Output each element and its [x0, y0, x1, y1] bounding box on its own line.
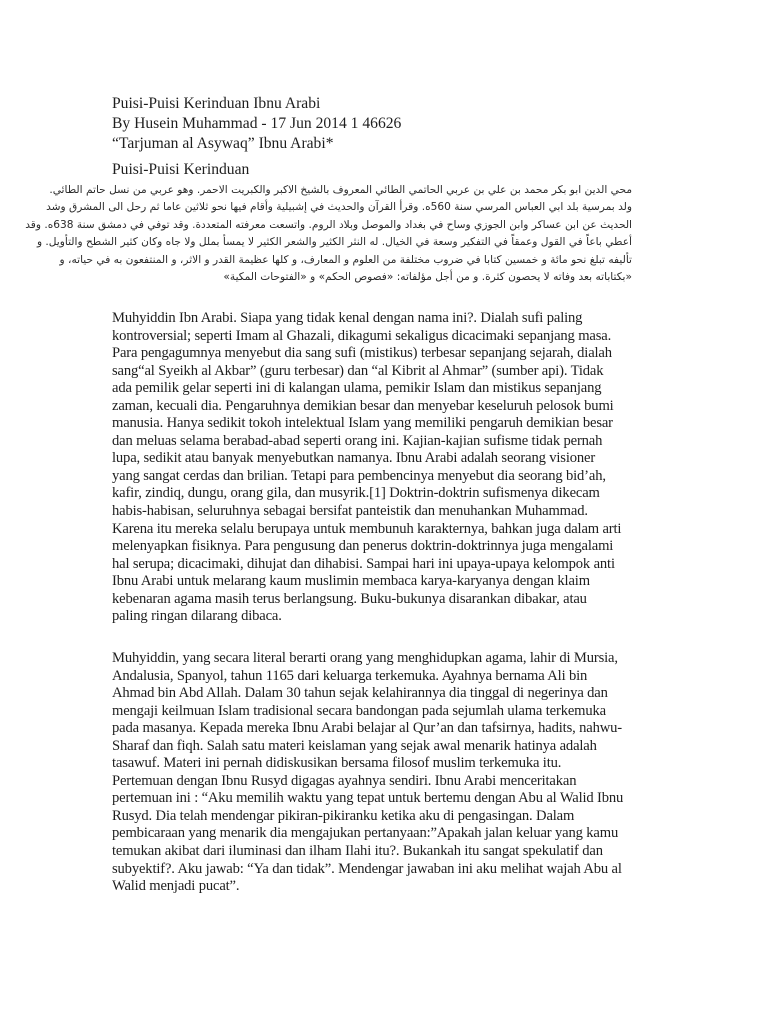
- text-line: lupa, sedikit atau banyak menyebutkan namanya. Ibnu Arabi adalah seorang visioner: [112, 450, 596, 467]
- text-line: temukan akibat dari iluminasi dan ilham Ilahi itu?. Bukankah itu sangat spekulatif dan: [112, 843, 603, 860]
- text-line: Muhyiddin Ibn Arabi. Siapa yang tidak kenal dengan nama ini?. Dialah sufi paling: [112, 310, 583, 326]
- text-line: pertemuan ini : “Aku memilih waktu yang tepat untuk bertemu dengan Abu al Walid Ibnu: [112, 790, 624, 807]
- text-line: dan meluas selama berabad-abad seperti orang ini. Kajian-kajian sufisme tidak pernah: [112, 432, 603, 449]
- text-line: kebenaran agama masih terus berlangsung. Buku-bukunya disarankan dibakar, atau: [112, 590, 587, 607]
- text-line: Muhyiddin, yang secara literal berarti orang yang menghidupkan agama, lahir di Mursia,: [112, 650, 618, 666]
- text-line: Ibnu Arabi untuk melarang kaum muslimin membaca karya-karyanya dengan klaim: [112, 573, 590, 590]
- arabic-line: ولد بمرسية بلد ابي العباس المرسي سنة 560ه. وقرأ القرآن والحديث في إشبيلية وأقام فيها نحو ثلاثين عاما ثم رحل الى المشرق وشد: [46, 201, 632, 214]
- text-line: mengaji keilmuan Islam tradisional secara bandongan pada sejumlah ulama terkemuka: [112, 702, 606, 719]
- text-line: paling ringan dilarang dibaca.: [112, 608, 282, 625]
- work-reference: “Tarjuman al Asywaq” Ibnu Arabi*: [112, 135, 334, 152]
- text-line: Rusyd. Dia telah mendengar pikiran-pikiranku ketika aku di pengasingan. Dalam: [112, 807, 575, 824]
- text-line: yang sangat cerdas dan brilian. Tetapi para pembencinya menyebut dia seorang bid’ah,: [112, 467, 606, 484]
- text-line: Andalusia, Spanyol, tahun 1165 dari keluarga terkemuka. Ayahnya bernama Ali bin: [112, 667, 588, 684]
- text-line: sang“al Syeikh al Akbar” (guru terbesar) dan “al Kibrit al Ahmar” (sumber api). Tidak: [112, 362, 604, 379]
- paragraph-biography: [112, 650, 652, 896]
- paragraph-intro: [112, 310, 652, 626]
- arabic-line: الحديث عن ابن عساكر وابن الجوزي وساح في بغداد والموصل وبلاد الروم. واتسعت معرفته المتعددة. وقد توفي في دمشق سنة 638ه. وقد: [25, 218, 632, 231]
- text-line: pada masanya. Kepada mereka Ibnu Arabi belajar al Qur’an dan tafsirnya, hadits, nahwu-: [112, 720, 622, 737]
- arabic-line: «بكتاباته بعد وفاته لا يحصون كثرة. و من أجل مؤلفاته: «فصوص الحكم» و «الفتوحات المكية»: [223, 271, 632, 284]
- text-line: tasawuf. Materi ini pernah didiskusikan bersama filosof muslim terkemuka itu.: [112, 755, 562, 772]
- text-line: manusia. Hanya sedikit tokoh intelektual Islam yang memiliki pengaruh demikian besar: [112, 415, 613, 432]
- text-line: Ahmad bin Abd Allah. Dalam 30 tahun sejak kelahirannya dia tinggal di negerinya dan: [112, 685, 608, 702]
- text-line: melenyapkan fisiknya. Para pengusung dan penerus doktrin-doktrinnya juga mengalami: [112, 538, 614, 555]
- text-line: kontroversial; seperti Imam al Ghazali, dikagumi sekaligus dicacimaki sepanjang masa.: [112, 327, 612, 344]
- text-line: subyektif?. Aku jawab: “Ya dan tidak”. Mendengar jawaban ini aku melihat wajah Abu al: [112, 860, 622, 877]
- text-line: pembicaraan yang menarik dia mengajukan pertanyaan:”Apakah jalan keluar yang kamu: [112, 825, 619, 842]
- text-line: zaman, kecuali dia. Pengaruhnya demikian besar dan menyebar keseluruh pelosok bumi: [112, 397, 614, 414]
- text-line: Walid menjadi pucat”.: [112, 878, 240, 895]
- text-line: Pertemuan dengan Ibnu Rusyd digagas ayahnya sendiri. Ibnu Arabi menceritakan: [112, 772, 577, 789]
- document-header: [112, 94, 401, 154]
- text-line: kafir, zindiq, dungu, orang gila, dan musyrik.[1] Doktrin-doktrin sufismenya dikecam: [112, 485, 600, 502]
- text-line: Para pengagumnya menyebut dia sang sufi (mistikus) terbesar sepanjang sejarah, dialah: [112, 345, 612, 362]
- text-line: hal serupa; dicacimaki, dihujat dan dihabisi. Sampai hari ini upaya-upaya kelompok anti: [112, 555, 615, 572]
- text-line: Sharaf dan fiqh. Salah satu materi keislaman yang sejak awal menarik hatinya adalah: [112, 737, 597, 754]
- section-title: Puisi-Puisi Kerinduan: [112, 161, 250, 178]
- text-line: habis-habisan, seluruhnya sebagai bersifat panteistik dan menuhankan Muhammad.: [112, 503, 588, 520]
- arabic-line: تأليفه تبلغ نحو مائة و خمسين كتابا في ضروب مختلفة من العلوم و المعارف، و كلها عظيمة القدر و الاثر، و المنتفعون به في حياته، و: [59, 253, 632, 266]
- byline: By Husein Muhammad - 17 Jun 2014 1 46626: [112, 115, 402, 132]
- arabic-passage: [25, 182, 632, 286]
- document-title: Puisi-Puisi Kerinduan Ibnu Arabi: [112, 95, 321, 112]
- text-line: ada pemilik gelar seperti ini di kalangan ulama, pemikir Islam dan mistikus sepanjang: [112, 380, 602, 397]
- arabic-line: أعطي باعاً في القول وعمقاً في التفكير وسعة في الخيال. له النثر الكثير والشعر الكثير لا يمسأ بملل ولا جاه وكان كثير الشطح والتأويل. و: [36, 236, 632, 249]
- arabic-line: محي الدين ابو بكر محمد بن علي بن عربي الحاتمي الطائي المعروف بالشيخ الاكبر والكبريت الاحمر. وهو عربي من نسل حاتم الطائي.: [49, 184, 632, 196]
- text-line: Karena itu mereka selalu berupaya untuk membunuh karakternya, bahkan juga dalam arti: [112, 520, 622, 537]
